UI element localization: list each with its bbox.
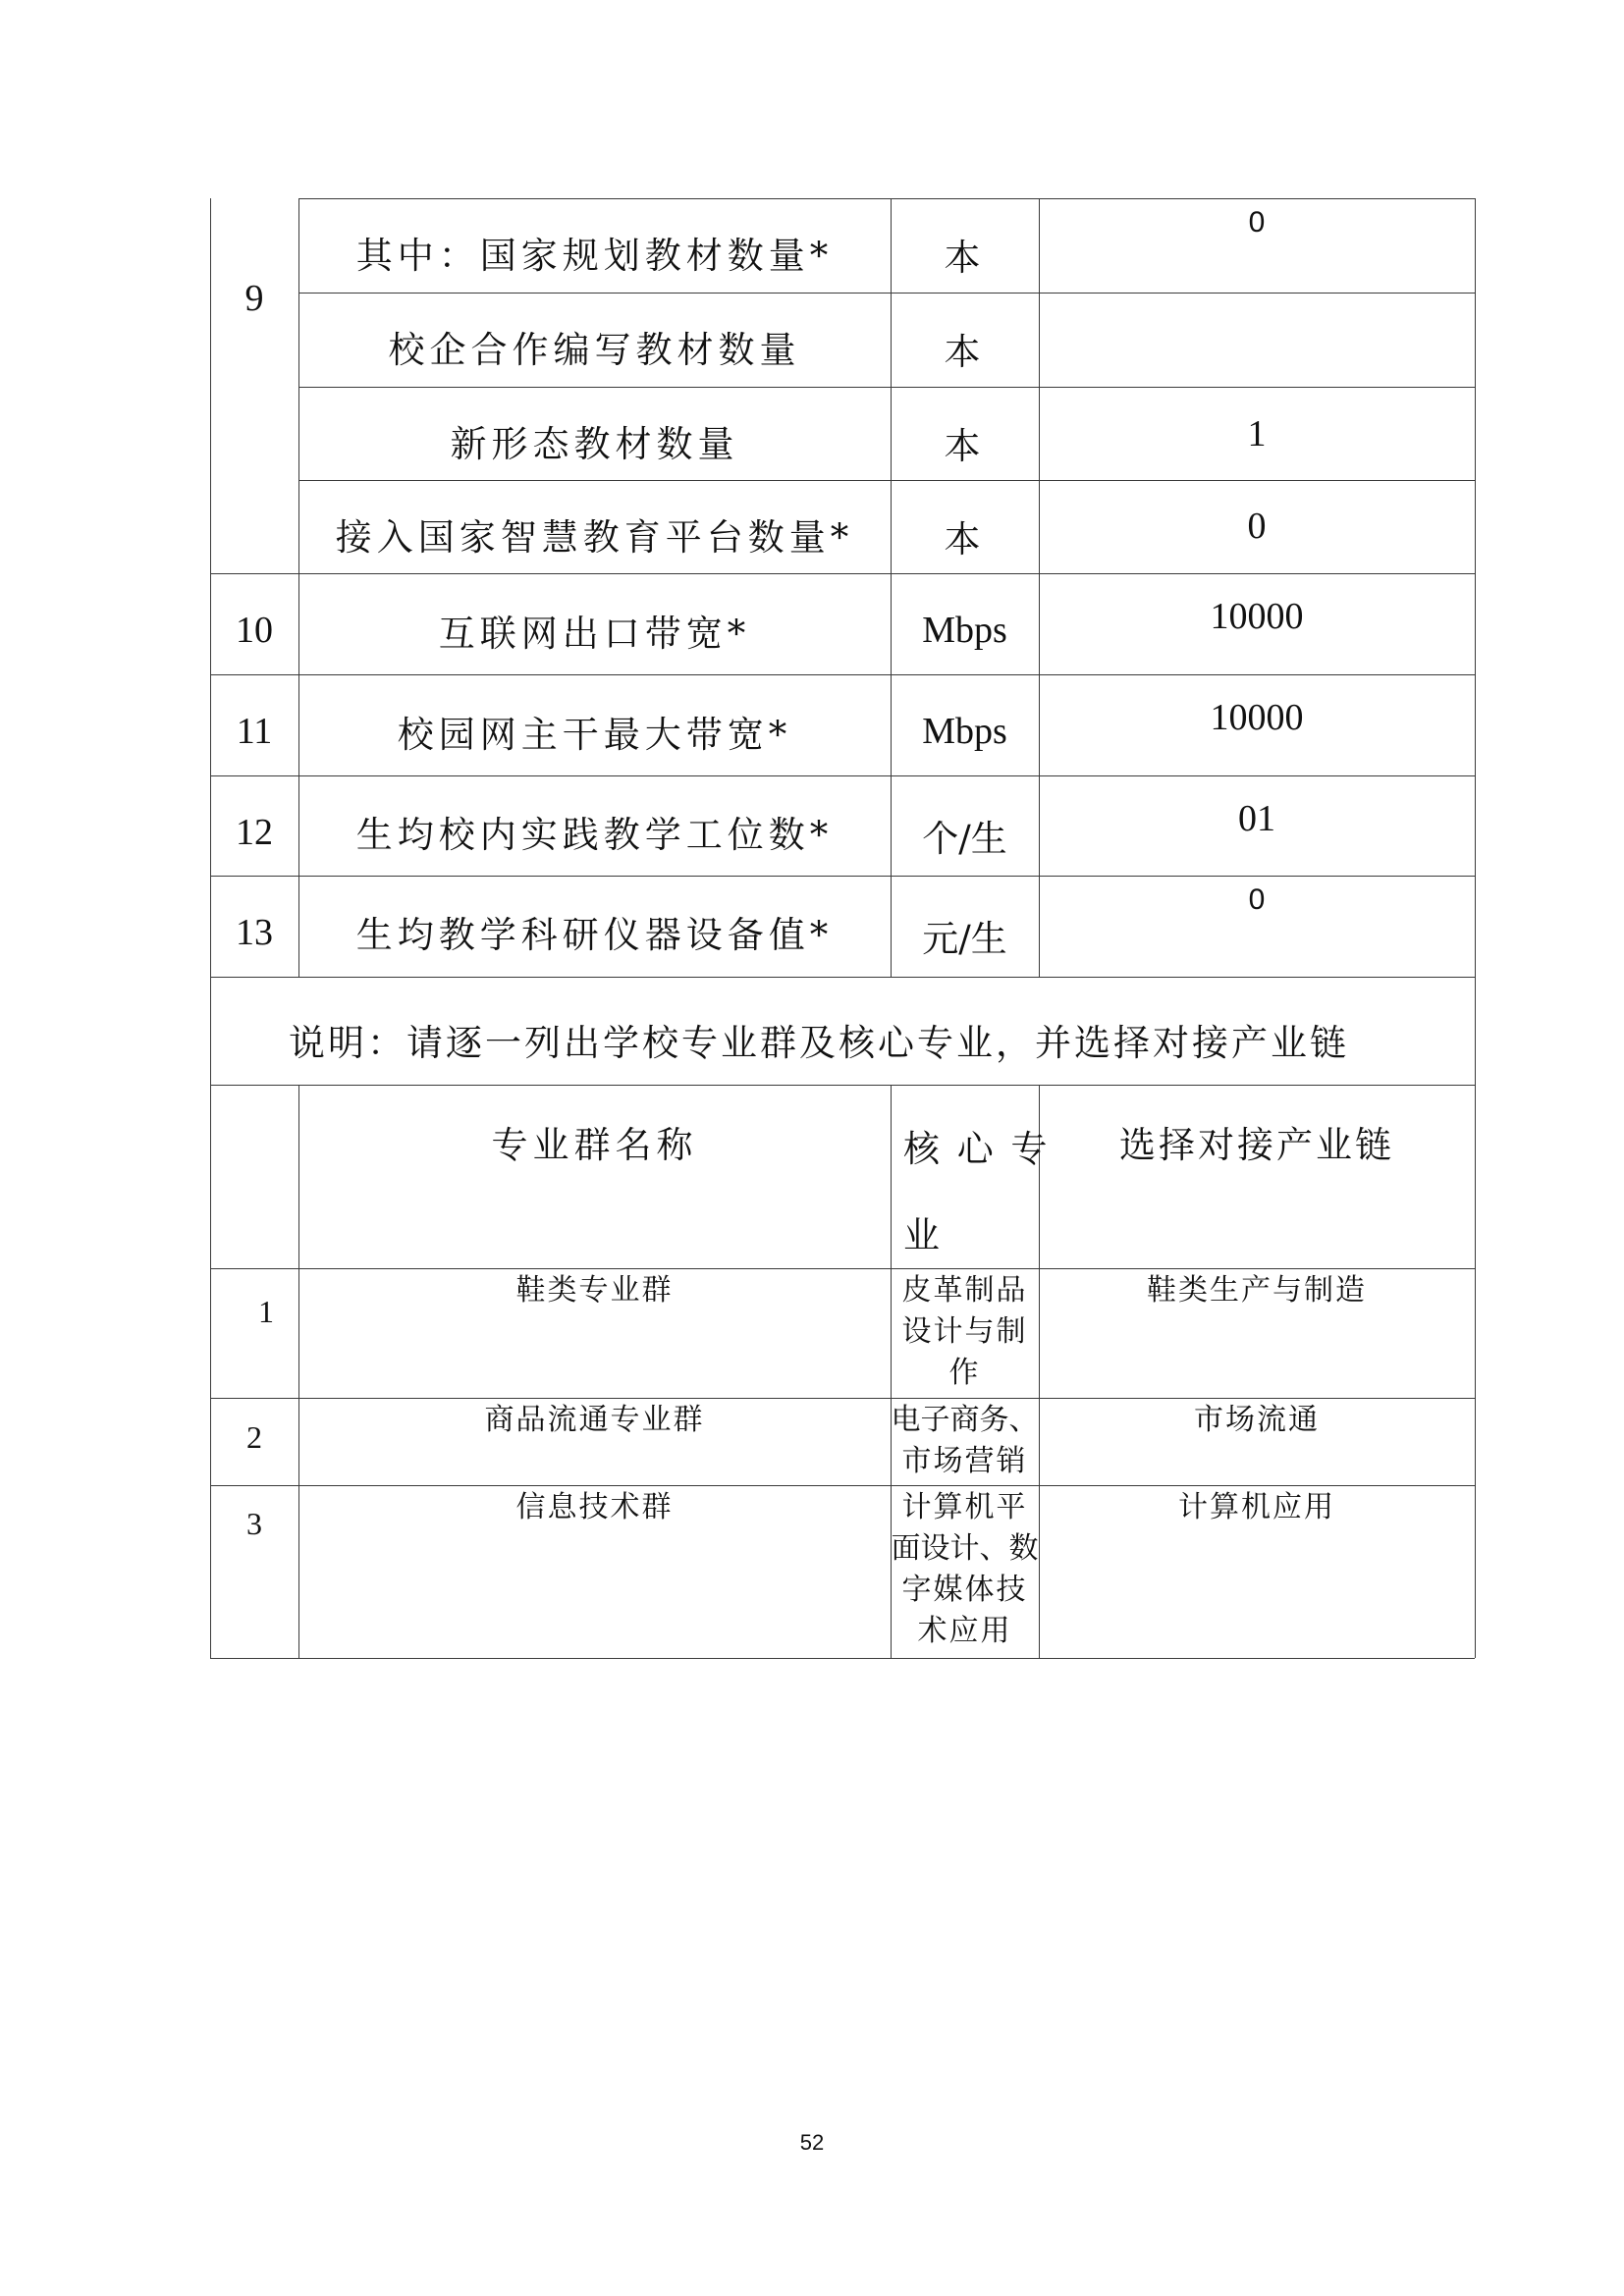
item-name: 接入国家智慧教育平台数量* <box>335 516 854 559</box>
item-name: 其中：国家规划教材数量* <box>355 235 834 277</box>
hline <box>210 1085 1475 1086</box>
hline <box>298 480 1475 481</box>
core-major-line: 设计与制 <box>901 1314 1028 1349</box>
header-industry-chain: 选择对接产业链 <box>1119 1124 1394 1166</box>
hline <box>210 674 1475 675</box>
core-major-line: 计算机平 <box>901 1490 1028 1524</box>
row-number: 10 <box>236 610 273 651</box>
industry-chain: 鞋类生产与制造 <box>1147 1273 1367 1308</box>
unit-label: Mbps <box>922 610 1007 651</box>
hline <box>210 977 1475 978</box>
industry-chain: 计算机应用 <box>1178 1490 1335 1524</box>
group-row-number: 3 <box>246 1506 262 1541</box>
row-number: 11 <box>236 711 273 752</box>
unit-label: Mbps <box>922 711 1007 752</box>
value-cell: 0 <box>1247 506 1267 547</box>
hline <box>210 876 1475 877</box>
value-cell: 10000 <box>1210 697 1304 738</box>
core-major-line: 字媒体技 <box>901 1573 1028 1607</box>
hline <box>210 1268 1475 1269</box>
vline <box>1475 198 1476 1658</box>
core-major-line: 皮革制品 <box>901 1273 1028 1308</box>
unit-label: 元/生 <box>922 918 1007 960</box>
value-cell: 0 <box>1248 206 1266 239</box>
header-group-name: 专业群名称 <box>491 1124 698 1166</box>
unit-label: 本 <box>944 331 986 373</box>
core-major-line: 面设计、数 <box>891 1531 1039 1566</box>
group-name: 商品流通专业群 <box>484 1403 705 1437</box>
row-number: 9 <box>244 278 264 319</box>
header-core-major: 核 心 专 <box>903 1128 1051 1170</box>
unit-label: 本 <box>944 237 986 279</box>
note-text: 说明：请逐一列出学校专业群及核心专业，并选择对接产业链 <box>289 1022 1349 1064</box>
item-name: 互联网出口带宽* <box>438 613 751 655</box>
value-cell: 0 <box>1248 883 1266 916</box>
core-major-line: 作 <box>948 1356 981 1390</box>
industry-chain: 市场流通 <box>1194 1403 1320 1437</box>
item-name: 校园网主干最大带宽* <box>397 714 792 756</box>
value-cell: 01 <box>1238 798 1275 839</box>
hline <box>210 1485 1475 1486</box>
group-name: 信息技术群 <box>515 1490 674 1524</box>
hline <box>298 293 1475 294</box>
hline <box>298 198 1475 199</box>
item-name: 校企合作编写教材数量 <box>388 329 801 371</box>
core-major-line: 术应用 <box>917 1614 1012 1648</box>
page-number: 52 <box>799 2130 825 2155</box>
unit-label: 个/生 <box>922 818 1007 860</box>
vline <box>298 198 299 977</box>
vline <box>298 1085 299 1658</box>
hline <box>210 1658 1475 1659</box>
value-cell: 10000 <box>1210 596 1304 637</box>
hline <box>210 775 1475 776</box>
item-name: 新形态教材数量 <box>450 423 739 465</box>
header-core-major: 业 <box>903 1214 945 1256</box>
hline <box>210 573 1475 574</box>
group-row-number: 2 <box>246 1419 262 1455</box>
hline <box>298 387 1475 388</box>
row-number: 13 <box>236 912 273 953</box>
row-number: 12 <box>236 812 273 853</box>
unit-label: 本 <box>944 425 986 467</box>
group-name: 鞋类专业群 <box>515 1273 674 1308</box>
group-row-number: 1 <box>258 1294 274 1329</box>
value-cell: 1 <box>1247 413 1267 454</box>
hline <box>210 1398 1475 1399</box>
unit-label: 本 <box>944 518 986 561</box>
core-major-line: 市场营销 <box>901 1444 1028 1478</box>
core-major-line: 电子商务、 <box>891 1403 1039 1437</box>
item-name: 生均教学科研仪器设备值* <box>355 914 834 956</box>
item-name: 生均校内实践教学工位数* <box>355 814 834 856</box>
vline <box>1039 198 1040 977</box>
